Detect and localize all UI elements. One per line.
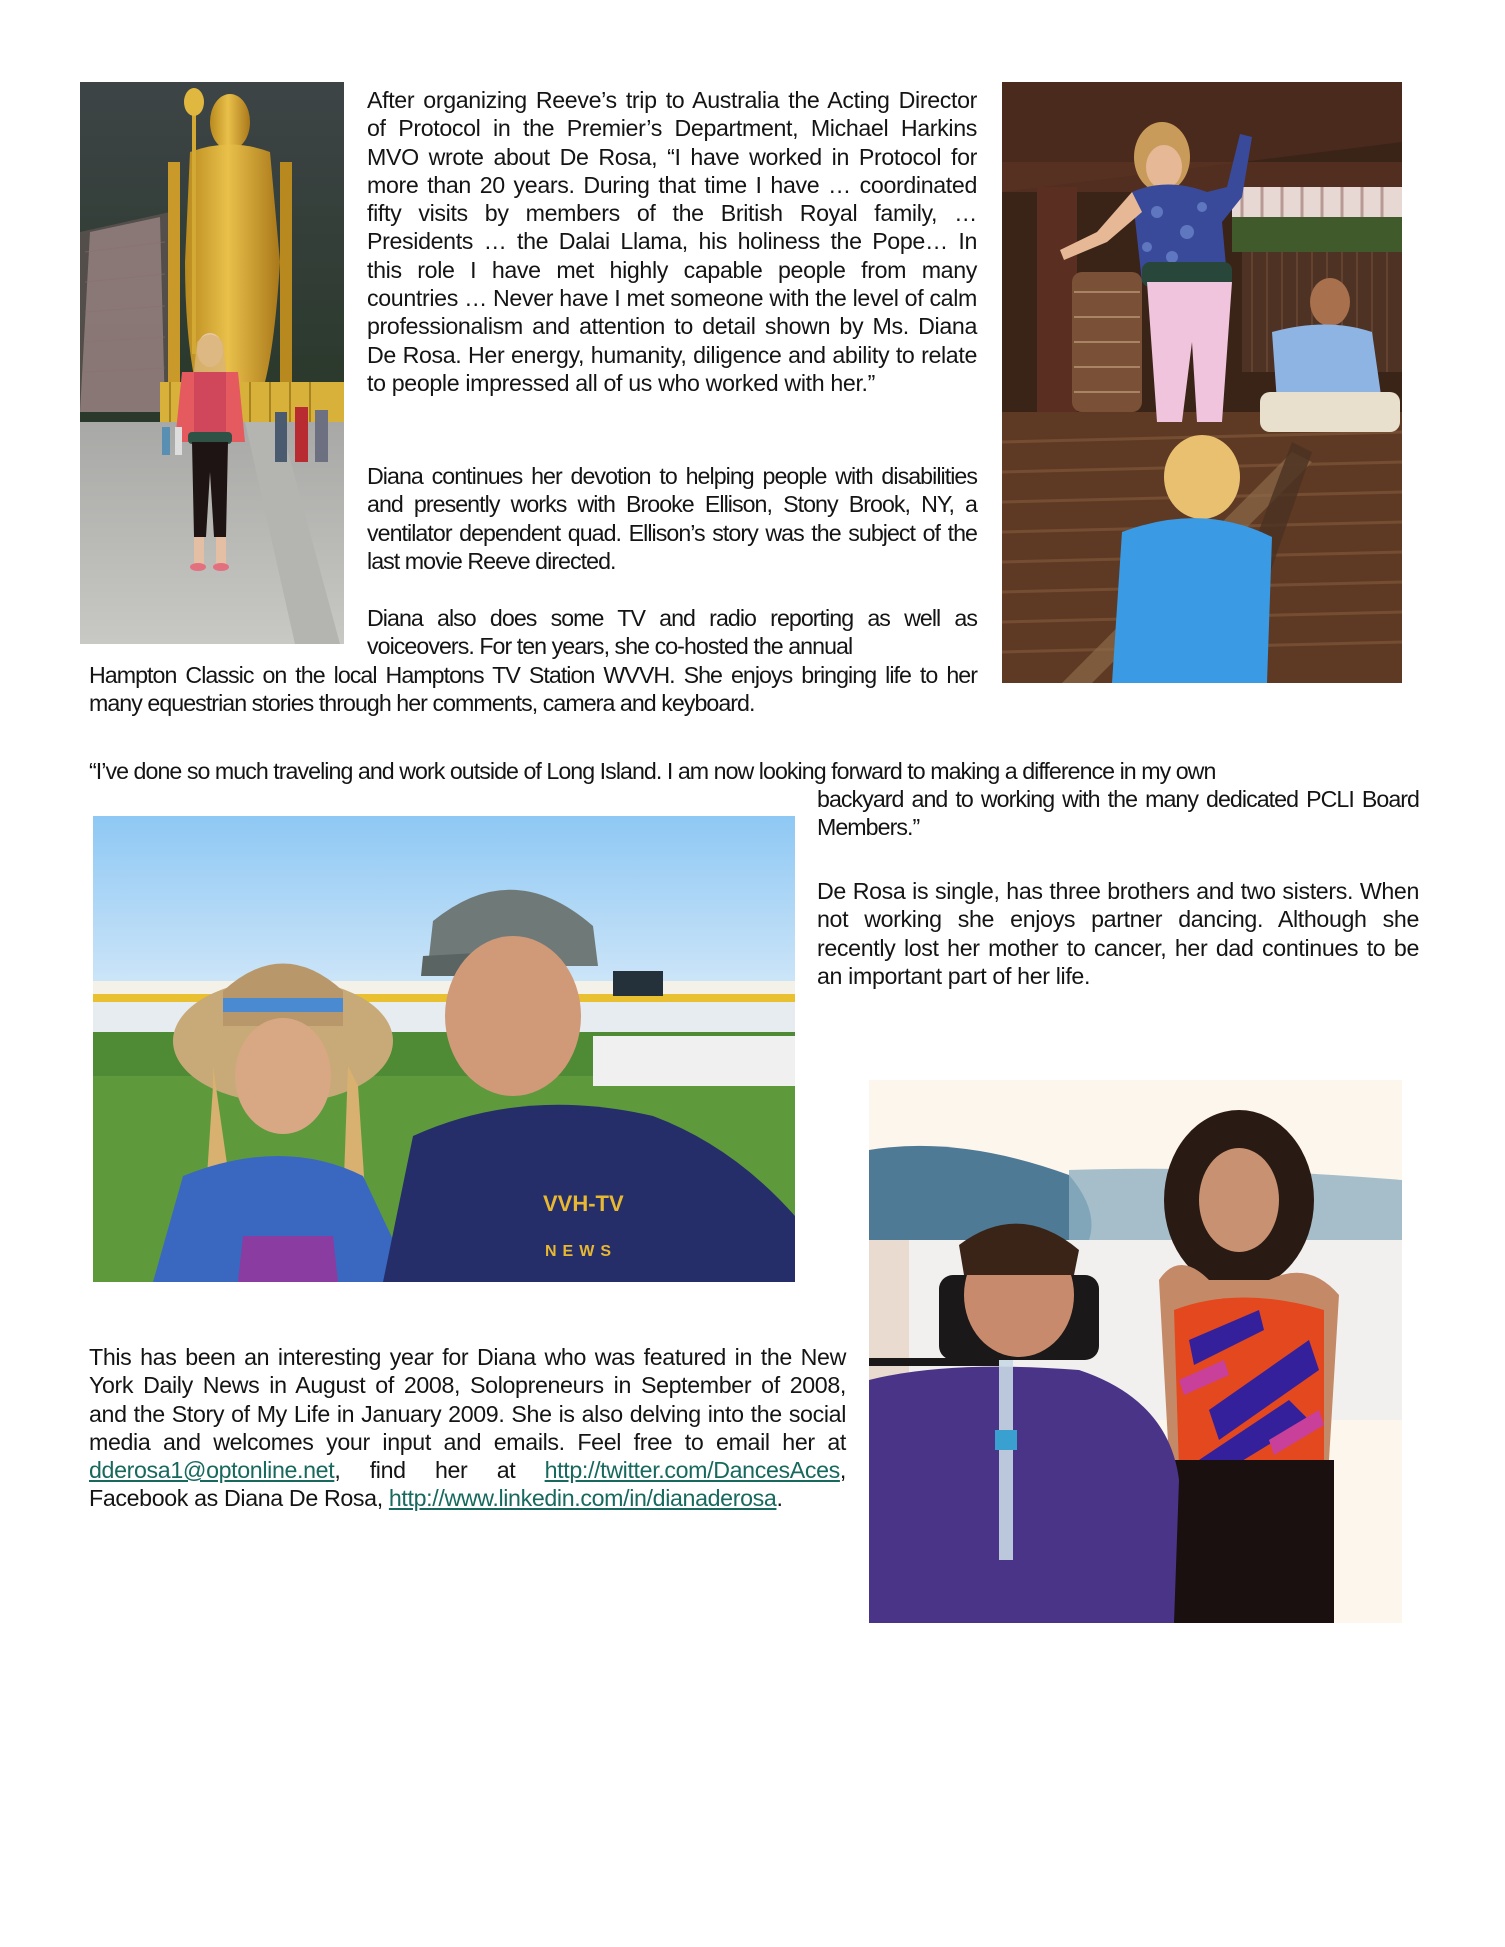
paragraph-disabilities: Diana continues her devotion to helping people with disabilities and presently works with Brooke Ellison, Stony Brook, NY, a ventilator dependent quad. Ellison’s story was the subject of the last movie Reeve directed.	[367, 463, 977, 574]
dance-photo-image	[1002, 82, 1402, 683]
paragraph-long-island-part2: backyard and to working with the many dedicated PCLI Board Members.”	[817, 786, 1419, 841]
reeve-photo-image	[869, 1080, 1402, 1623]
photo-statue	[80, 82, 344, 644]
paragraph-long-island-part1: “I’ve done so much traveling and work outside of Long Island. I am now looking forward to making a difference in my own	[89, 758, 1216, 784]
hampton-photo-image	[93, 816, 795, 1282]
photo-reeve	[869, 1080, 1402, 1623]
photo-hampton-classic	[93, 816, 795, 1282]
statue-photo-image	[80, 82, 344, 644]
paragraph-tv-radio-part1: Diana also does some TV and radio reporting as well as voiceovers. For ten years, she co-hosted the annual	[367, 605, 977, 660]
shirt-logo-news: NEWS	[545, 1243, 617, 1260]
email-link[interactable]: dderosa1@optonline.net	[89, 1457, 335, 1484]
shirt-logo-vvh-tv: VVH-TV	[543, 1191, 624, 1216]
interesting-year-find-text: , find her at	[334, 1457, 516, 1484]
paragraph-personal: De Rosa is single, has three brothers and two sisters. When not working she enjoys partner dancing. Although she recently lost her mother to cancer, her dad continues to be an important part of her life.	[817, 878, 1419, 989]
interesting-year-facebook-text: , Facebook as Diana De Rosa,	[89, 1457, 846, 1512]
interesting-year-text: This has been an interesting year for Diana who was featured in the New York Daily News in August of 2008, Solopreneurs in September of 2008, and the Story of My Life in January 2009. She is also delving into the social media and welcomes your input and emails. Feel free to email her at	[89, 1344, 846, 1455]
paragraph-tv-radio-part2: Hampton Classic on the local Hamptons TV Station WVVH. She enjoys bringing life to her many equestrian stories through her comments, camera and keyboard.	[89, 662, 977, 717]
linkedin-link[interactable]: http://www.linkedin.com/in/dianaderosa	[388, 1485, 777, 1512]
interesting-year-end-text: .	[776, 1485, 783, 1512]
paragraph-protocol-quote: After organizing Reeve’s trip to Australia the Acting Director of Protocol in the Premier’s Department, Michael Harkins MVO wrote about De Rosa, “I have worked in Protocol for more than 20 years. During that time I have … coordinated fifty visits by members of the British Royal family, …Presidents … the Dalai Llama, his holiness the Pope… In this role I have met highly capable people from many countries … Never have I met someone with the level of calm professionalism and attention to detail shown by Ms. Diana De Rosa. Her energy, humanity, diligence and ability to relate to people impressed all of us who worked with her.”	[367, 87, 977, 396]
paragraph-interesting-year	[89, 1343, 846, 1513]
twitter-link[interactable]: http://twitter.com/DancesAces	[544, 1457, 840, 1484]
photo-dance	[1002, 82, 1402, 683]
